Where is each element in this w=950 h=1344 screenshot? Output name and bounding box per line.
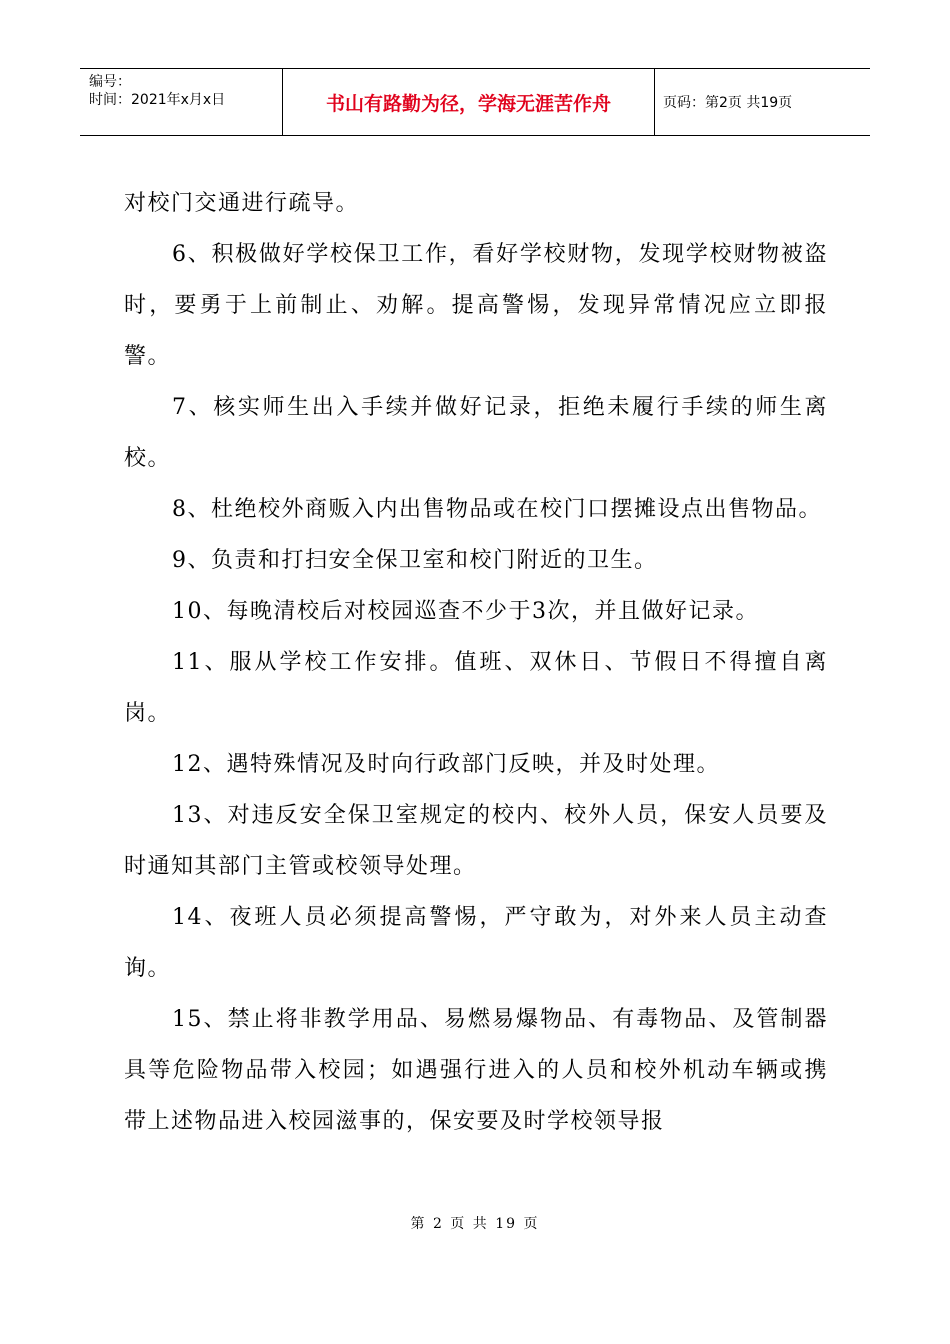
- page-header: [80, 68, 870, 136]
- paragraph: 15、禁止将非教学用品、易燃易爆物品、有毒物品、及管制器具等危险物品带入校园；如遇强行进入的人员和校外机动车辆或携带上述物品进入校园滋事的，保安要及时学校领导报: [124, 1007, 828, 1134]
- page-footer: 第 2 页 共 19 页: [410, 1216, 540, 1232]
- paragraph: 10、每晚清校后对校园巡查不少于3次，并且做好记录。: [172, 599, 759, 624]
- paragraph: 13、对违反安全保卫室规定的校内、校外人员，保安人员要及时通知其部门主管或校领导处理。: [124, 803, 828, 879]
- paragraph: 6、积极做好学校保卫工作，看好学校财物，发现学校财物被盗时，要勇于上前制止、劝解。提高警惕，发现异常情况应立即报警。: [124, 242, 828, 369]
- paragraph: 对校门交通进行疏导。: [124, 191, 360, 216]
- time-label: 时间：2021年x月x日: [89, 92, 226, 108]
- number-label: 编号：: [89, 74, 131, 90]
- paragraph: 7、核实师生出入手续并做好记录，拒绝未履行手续的师生离校。: [124, 395, 828, 471]
- document-body: [124, 178, 828, 1147]
- header-motto: 书山有路勤为径，学海无涯苦作舟: [283, 69, 655, 135]
- paragraph: 11、服从学校工作安排。值班、双休日、节假日不得擅自离岗。: [124, 650, 828, 726]
- paragraph: 12、遇特殊情况及时向行政部门反映，并及时处理。: [172, 752, 720, 777]
- paragraph: 8、杜绝校外商贩入内出售物品或在校门口摆摊设点出售物品。: [172, 497, 822, 522]
- paragraph: 9、负责和打扫安全保卫室和校门附近的卫生。: [172, 548, 658, 573]
- paragraph: 14、夜班人员必须提高警惕，严守敢为，对外来人员主动查询。: [124, 905, 828, 981]
- header-page-info: 页码：第2页 共19页: [663, 95, 793, 111]
- header-meta: [80, 69, 283, 135]
